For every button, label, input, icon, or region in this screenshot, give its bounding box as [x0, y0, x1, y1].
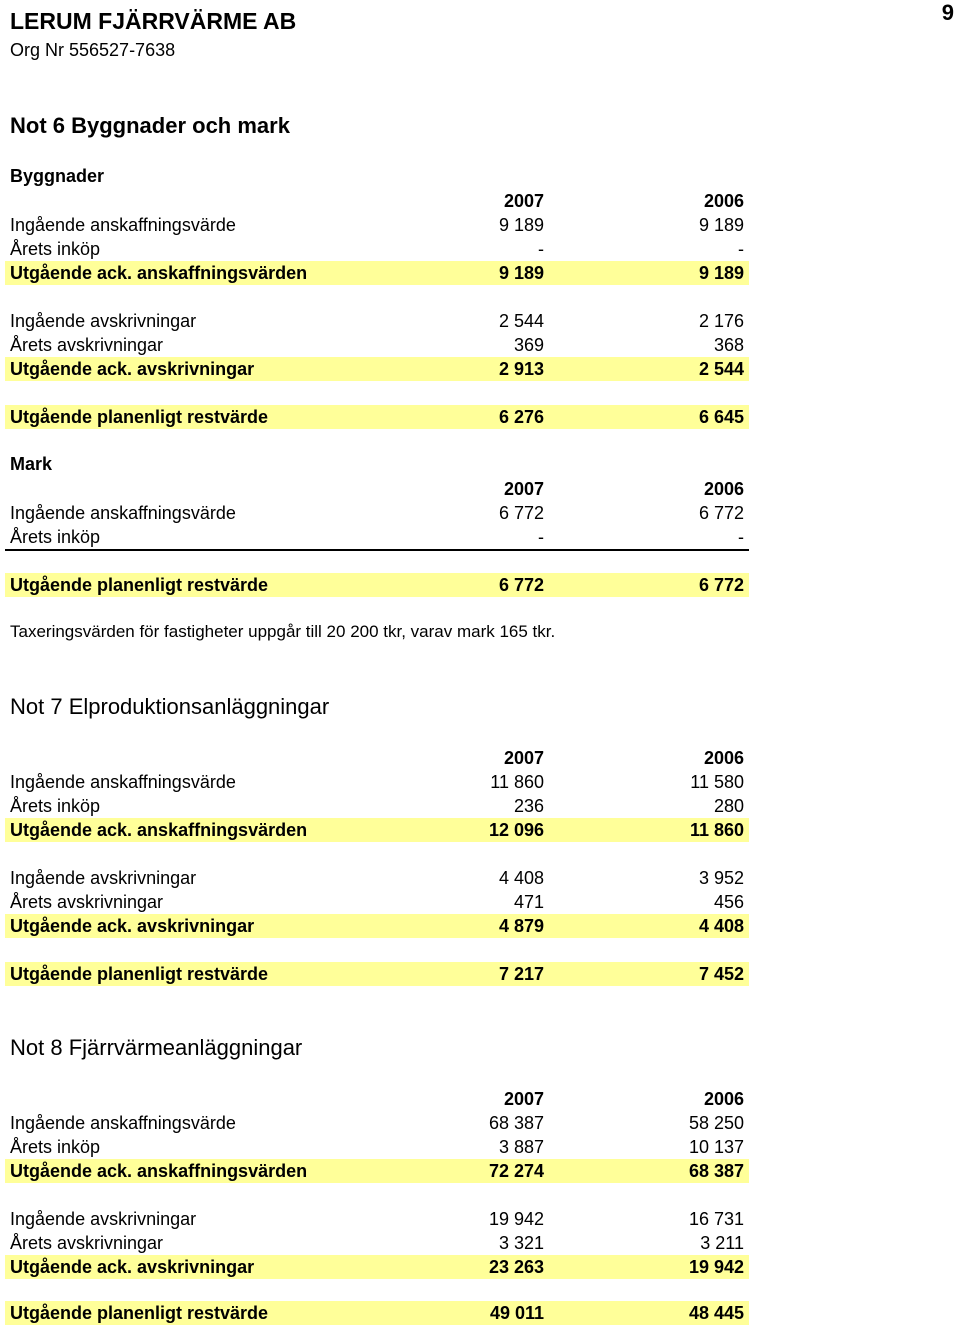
row-label: Ingående avskrivningar [10, 311, 197, 331]
value-2006: 3 952 [698, 868, 744, 888]
row-label: Utgående ack. avskrivningar [10, 359, 255, 379]
value-2007: 6 276 [498, 407, 544, 427]
value-2006: 68 387 [688, 1161, 744, 1181]
value-2006: 11 580 [690, 772, 744, 792]
row-label: Årets inköp [10, 239, 101, 259]
year-2006: 2006 [703, 191, 744, 211]
value-2006: 2 544 [698, 359, 744, 379]
row-label: Ingående avskrivningar [10, 1209, 197, 1229]
value-2006: - [738, 527, 744, 547]
value-2007: 9 189 [498, 215, 544, 235]
year-2007: 2007 [503, 748, 544, 768]
value-2006: 10 137 [688, 1137, 744, 1157]
value-2006: 11 860 [689, 820, 744, 840]
value-2006: 2 176 [698, 311, 744, 331]
row-label: Årets avskrivningar [10, 1233, 164, 1253]
value-2007: 23 263 [488, 1257, 544, 1277]
value-2007: 19 942 [488, 1209, 544, 1229]
value-2007: 471 [513, 892, 544, 912]
value-2007: 2 544 [498, 311, 544, 331]
byggnader-heading: Byggnader [10, 166, 105, 186]
value-2007: 3 887 [498, 1137, 544, 1157]
year-2007: 2007 [503, 191, 544, 211]
table-row [5, 1255, 749, 1279]
table-row [5, 1159, 749, 1183]
byggnader-year-header [5, 189, 749, 213]
value-2006: 6 772 [698, 503, 744, 523]
row-label: Utgående ack. anskaffningsvärden [10, 820, 308, 840]
value-2006: 368 [713, 335, 744, 355]
table-row [5, 333, 749, 359]
note8-title: Not 8 Fjärrvärmeanläggningar [10, 1035, 303, 1060]
value-2006: 7 452 [698, 964, 744, 984]
row-label: Ingående anskaffningsvärde [10, 772, 236, 792]
row-label: Ingående anskaffningsvärde [10, 503, 236, 523]
table-row [5, 573, 749, 597]
value-2007: 3 321 [498, 1233, 544, 1253]
value-2007: 4 408 [498, 868, 544, 888]
value-2006: 456 [713, 892, 744, 912]
table-row [5, 501, 749, 525]
row-label: Utgående planenligt restvärde [10, 964, 269, 984]
value-2007: 49 011 [489, 1303, 544, 1323]
row-label: Årets avskrivningar [10, 335, 164, 355]
row-label: Ingående anskaffningsvärde [10, 215, 236, 235]
value-2006: - [738, 239, 744, 259]
value-2006: 9 189 [698, 263, 744, 283]
table-row [5, 890, 749, 916]
table-row [5, 770, 749, 794]
mark-year-header [5, 477, 749, 501]
table-row [5, 866, 749, 890]
table-row [5, 405, 749, 429]
value-2007: 68 387 [488, 1113, 544, 1133]
row-label: Utgående planenligt restvärde [10, 407, 269, 427]
value-2007: 236 [513, 796, 544, 816]
table-row [5, 525, 749, 551]
value-2006: 6 645 [698, 407, 744, 427]
row-label: Ingående avskrivningar [10, 868, 197, 888]
year-2006: 2006 [703, 748, 744, 768]
company-name: LERUM FJÄRRVÄRME AB [10, 8, 297, 34]
page-number: 9 [941, 0, 954, 25]
value-2007: 6 772 [498, 575, 544, 595]
value-2006: 3 211 [700, 1233, 744, 1253]
table-row [5, 1111, 749, 1135]
value-2007: 11 860 [490, 772, 544, 792]
row-label: Ingående anskaffningsvärde [10, 1113, 236, 1133]
table-row [5, 1135, 749, 1161]
row-label: Utgående ack. anskaffningsvärden [10, 263, 308, 283]
value-2007: 72 274 [488, 1161, 544, 1181]
row-label: Årets avskrivningar [10, 892, 164, 912]
table-row [5, 237, 749, 263]
value-2007: - [538, 527, 544, 547]
table-row [5, 1231, 749, 1257]
year-2007: 2007 [503, 1089, 544, 1109]
value-2006: 6 772 [698, 575, 744, 595]
taxation-note: Taxeringsvärden för fastigheter uppgår till 20 200 tkr, varav mark 165 tkr. [10, 622, 556, 641]
row-label: Utgående planenligt restvärde [10, 1303, 269, 1323]
value-2006: 58 250 [688, 1113, 744, 1133]
year-2007: 2007 [503, 479, 544, 499]
row-label: Utgående planenligt restvärde [10, 575, 269, 595]
row-label: Årets inköp [10, 1137, 101, 1157]
table-row [5, 309, 749, 333]
note7-title: Not 7 Elproduktionsanläggningar [10, 694, 330, 719]
value-2007: 9 189 [498, 263, 544, 283]
mark-heading: Mark [10, 454, 53, 474]
row-label: Utgående ack. avskrivningar [10, 1257, 255, 1277]
table-row [5, 213, 749, 237]
org-number: Org Nr 556527-7638 [10, 40, 176, 60]
value-2007: - [538, 239, 544, 259]
table-row [5, 914, 749, 938]
table-row [5, 261, 749, 285]
table-row [5, 1207, 749, 1231]
table-row [5, 962, 749, 986]
row-label: Utgående ack. anskaffningsvärden [10, 1161, 308, 1181]
table-row [5, 1301, 749, 1325]
value-2006: 16 731 [688, 1209, 744, 1229]
value-2006: 280 [713, 796, 744, 816]
year-2006: 2006 [703, 1089, 744, 1109]
value-2006: 4 408 [698, 916, 744, 936]
value-2007: 7 217 [498, 964, 544, 984]
value-2007: 2 913 [498, 359, 544, 379]
note6-title: Not 6 Byggnader och mark [10, 113, 290, 138]
table-row [5, 357, 749, 381]
row-label: Årets inköp [10, 527, 101, 547]
value-2007: 4 879 [498, 916, 544, 936]
value-2007: 6 772 [498, 503, 544, 523]
value-2006: 19 942 [688, 1257, 744, 1277]
value-2007: 12 096 [488, 820, 544, 840]
value-2006: 48 445 [688, 1303, 744, 1323]
table-row [5, 794, 749, 820]
row-label: Utgående ack. avskrivningar [10, 916, 255, 936]
note7-year-header [5, 746, 749, 770]
row-label: Årets inköp [10, 796, 101, 816]
table-row [5, 818, 749, 842]
value-2006: 9 189 [698, 215, 744, 235]
year-2006: 2006 [703, 479, 744, 499]
note8-year-header [5, 1087, 749, 1111]
value-2007: 369 [513, 335, 544, 355]
